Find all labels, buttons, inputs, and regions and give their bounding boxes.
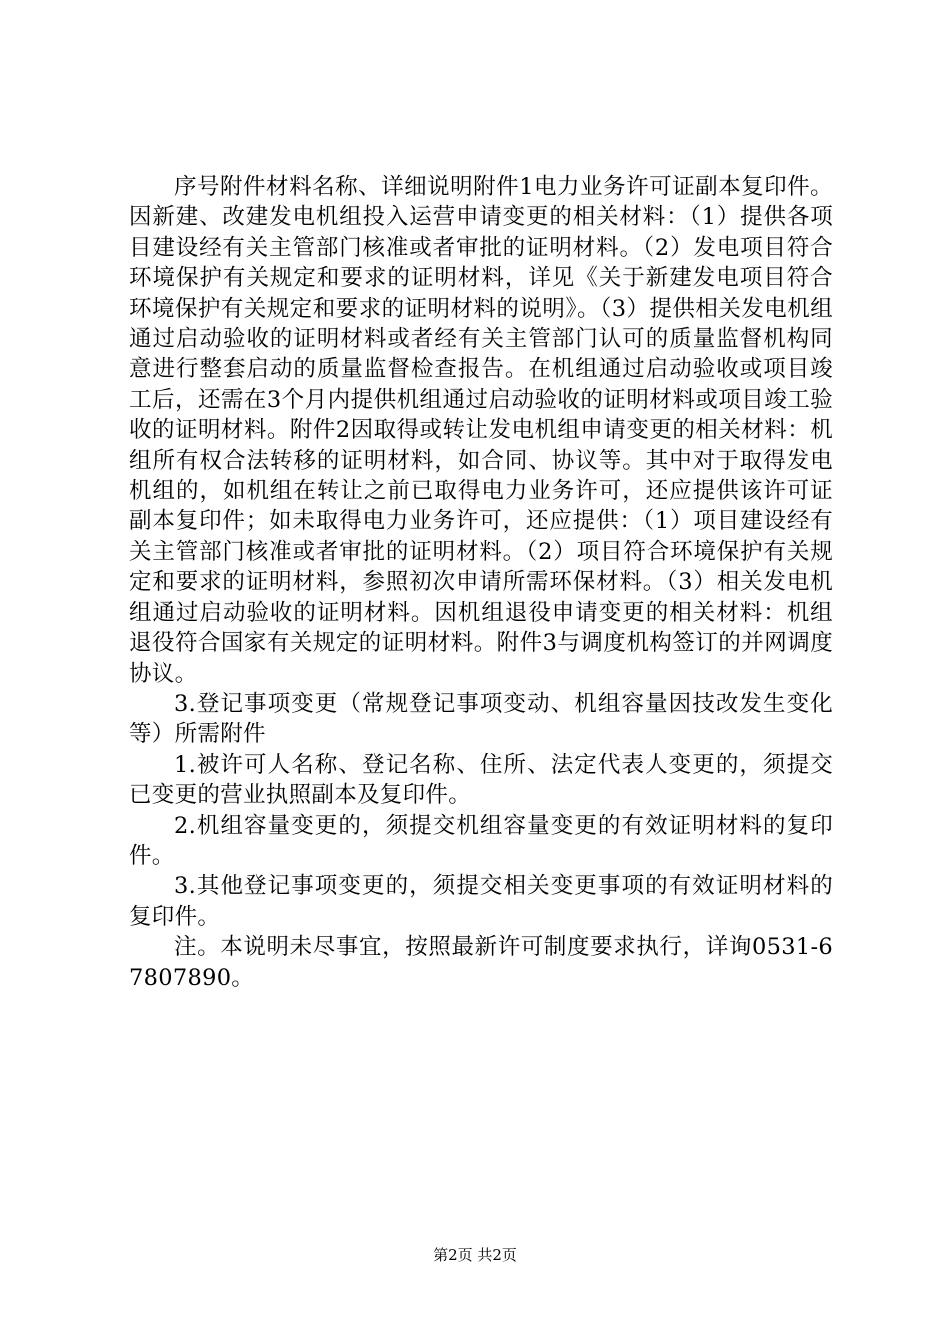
paragraph-attachments: 序号附件材料名称、详细说明附件1电力业务许可证副本复印件。因新建、改建发电机组投入运营申请变更的相关材料：（1）提供各项目建设经有关主管部门核准或者审批的证明材料。（2）发电项目符合环境保护有关规定和要求的证明材料，详见《关于新建发电项目符合环境保护有关规定和要求的证明材料的说明》。（3）提供相关发电机组通过启动验收的证明材料或者经有关主管部门认可的质量监督机构同意进行整套启动的质量监督检查报告。在机组通过启动验收或项目竣工后，还需在3个月内提供机组通过启动验收的证明材料或项目竣工验收的证明材料。附件2因取得或转让发电机组申请变更的相关材料：机组所有权合法转移的证明材料，如合同、协议等。其中对于取得发电机组的，如机组在转让之前已取得电力业务许可，还应提供该许可证副本复印件；如未取得电力业务许可，还应提供：（1）项目建设经有关主管部门核准或者审批的证明材料。（2）项目符合环境保护有关规定和要求的证明材料，参照初次申请所需环保材料。（3）相关发电机组通过启动验收的证明材料。因机组退役申请变更的相关材料：机组退役符合国家有关规定的证明材料。附件3与调度机构签订的并网调度协议。 — [129, 174, 833, 687]
paragraph-note: 注。本说明未尽事宜，按照最新许可制度要求执行，详询0531-67807890。 — [129, 934, 833, 991]
page-number-footer: 第2页 共2页 — [433, 1246, 517, 1264]
paragraph-item-3: 3.其他登记事项变更的，须提交相关变更事项的有效证明材料的复印件。 — [129, 873, 833, 930]
paragraph-registration-change: 3.登记事项变更（常规登记事项变动、机组容量因技改发生变化等）所需附件 — [129, 690, 833, 748]
paragraph-item-2: 2.机组容量变更的，须提交机组容量变更的有效证明材料的复印件。 — [129, 812, 833, 869]
document-body — [129, 172, 833, 993]
paragraph-item-1: 1.被许可人名称、登记名称、住所、法定代表人变更的，须提交已变更的营业执照副本及复印件。 — [129, 751, 833, 809]
